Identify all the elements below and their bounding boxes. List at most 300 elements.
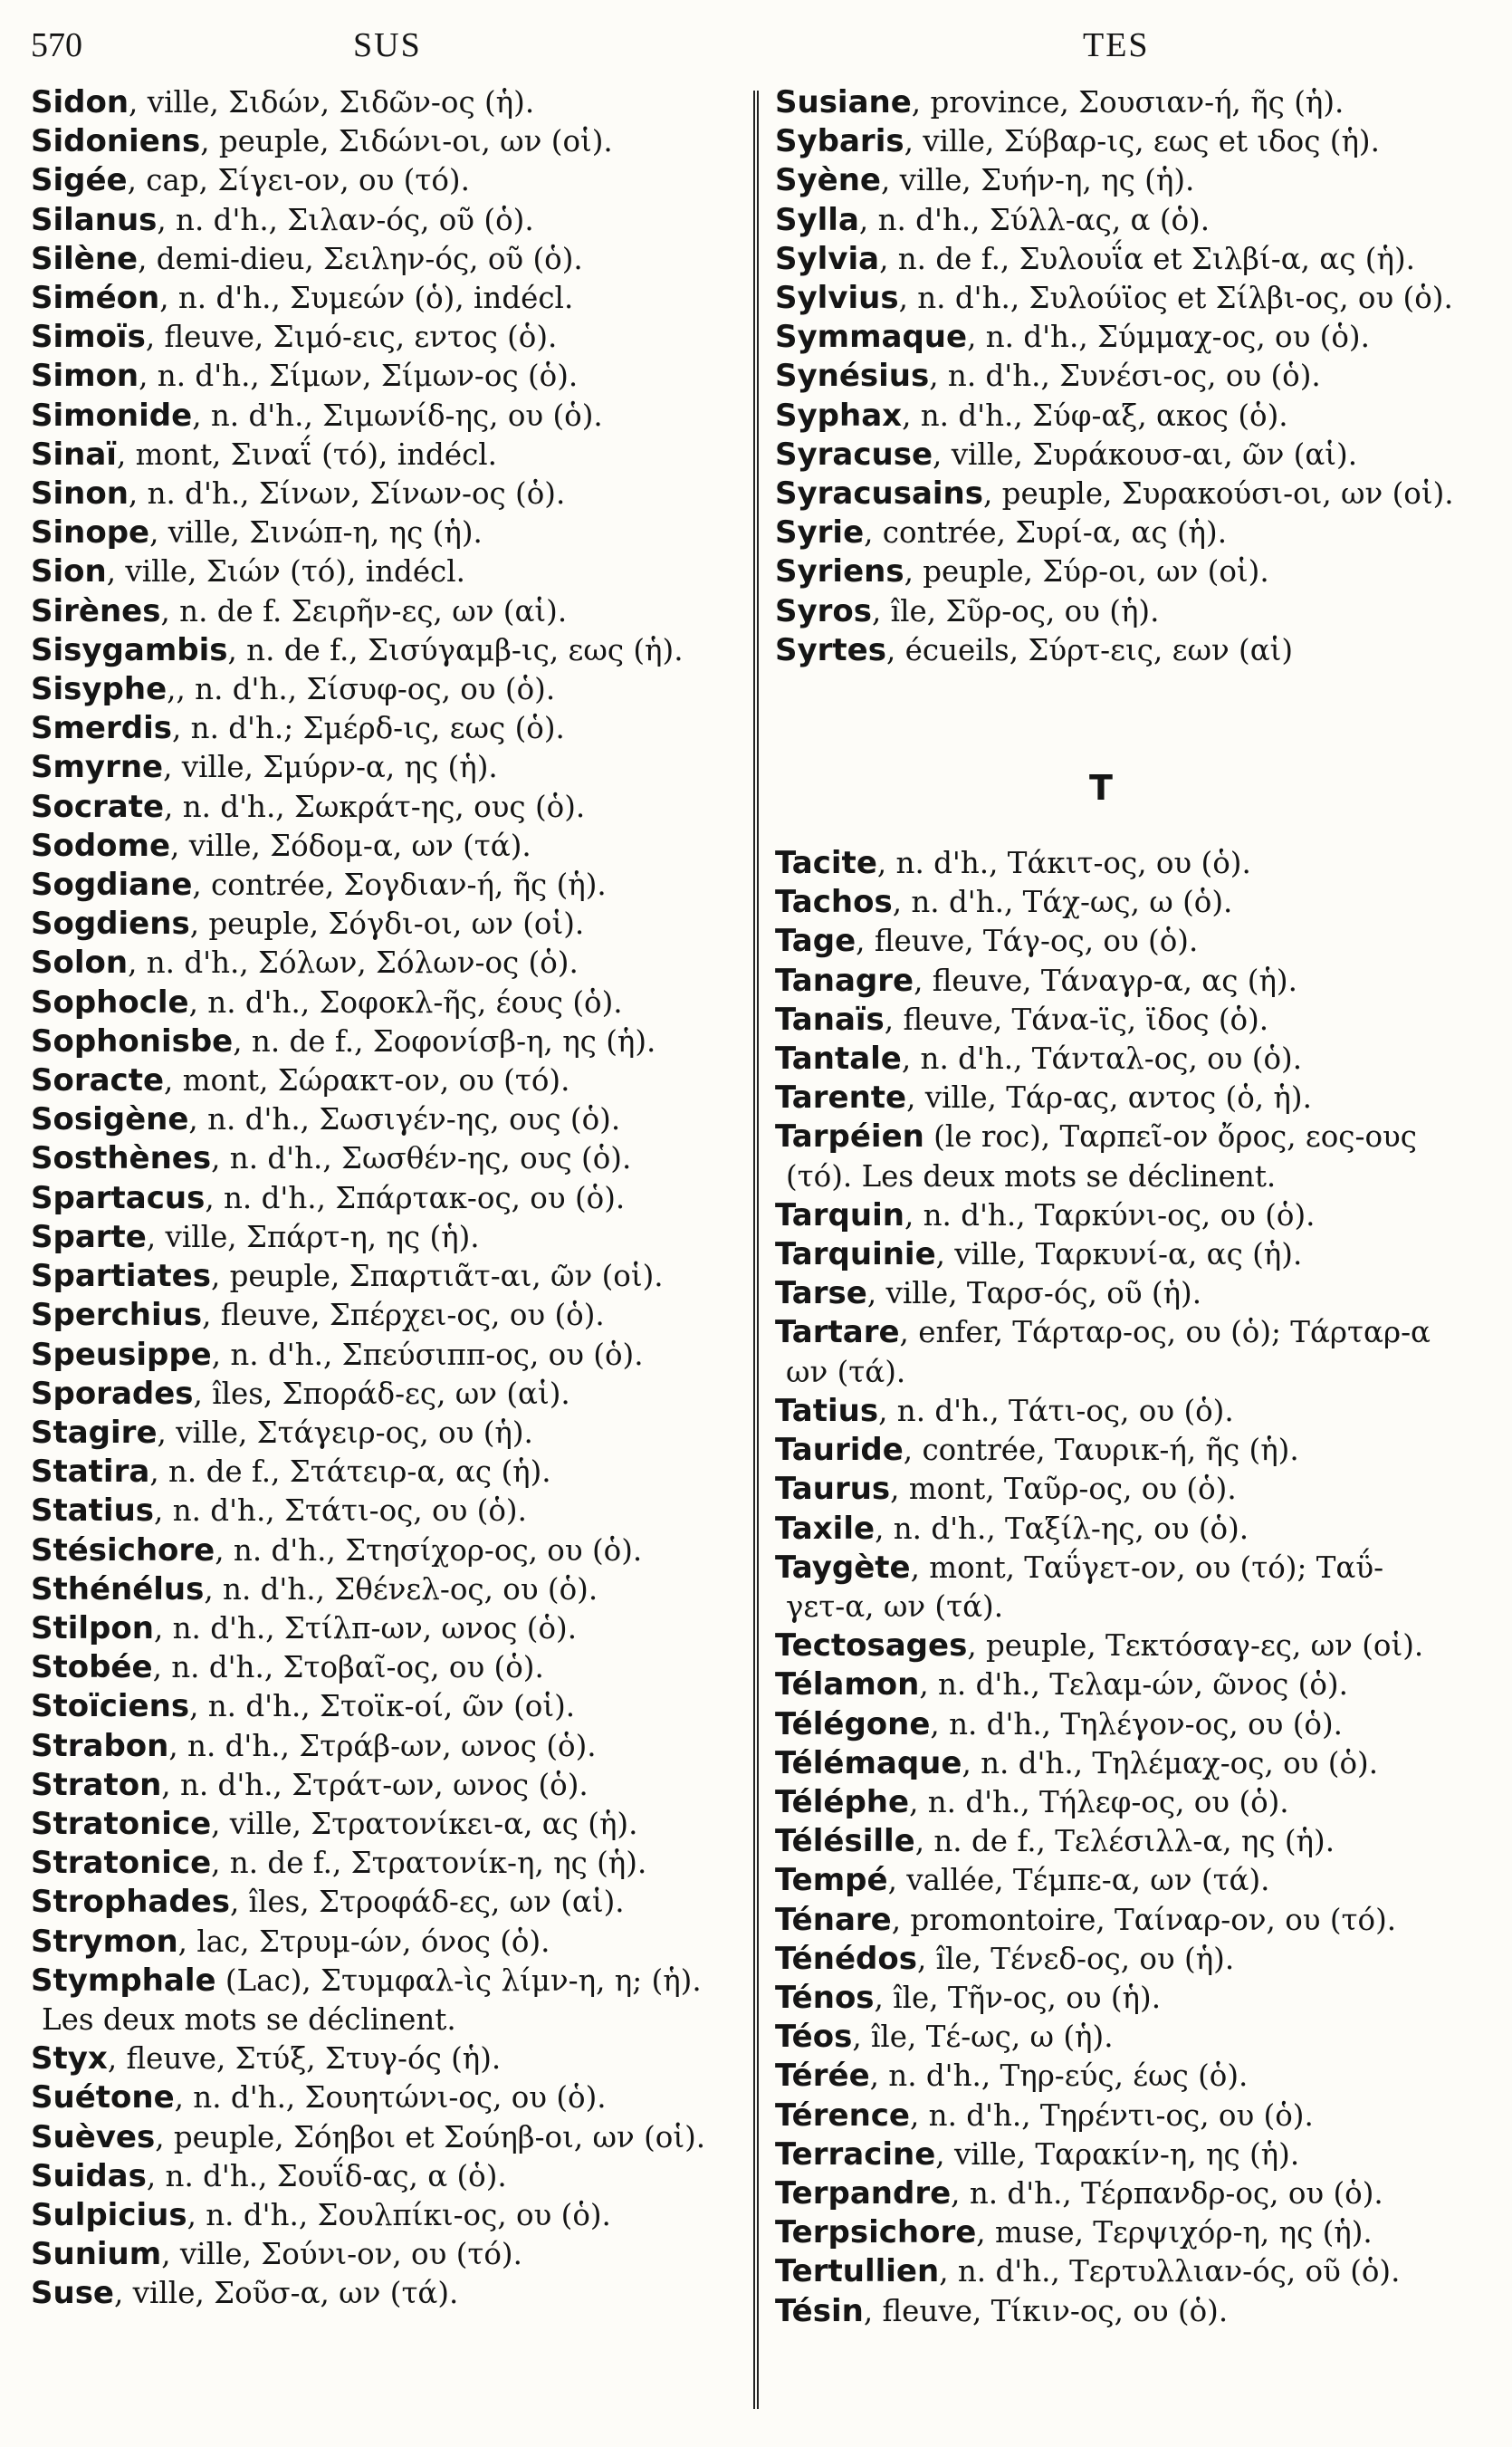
entry-definition: , fleuve, Τάναγρ-α, ας (ἡ). [914,963,1297,998]
entry-definition: , écueils, Σύρτ-εις, εων (αἱ) [885,632,1294,667]
entry-definition: , ville, Σόδομ-α, ων (τά). [170,828,531,863]
dictionary-entry [775,1549,1499,1588]
entry-definition: , promontoire, Ταίναρ-ον, ου (τό). [891,1902,1397,1937]
dictionary-entry [775,1431,1499,1470]
entry-headword: Suétone [31,2079,175,2116]
entry-headword: Tarse [775,1275,867,1312]
entry-definition: , ville, Συράκουσ-αι, ῶν (αἱ). [933,437,1358,472]
dictionary-entry [31,1844,762,1883]
entry-headword: Térence [775,2097,910,2134]
dictionary-entry [775,318,1499,357]
dictionary-entry [31,279,762,318]
dictionary-entry [775,2174,1499,2213]
dictionary-entry [31,475,762,513]
entry-headword: Télamon [775,1666,920,1703]
dictionary-entry [31,631,762,670]
entry-definition: ων (τά). [786,1354,906,1389]
entry-headword: Statius [31,1492,155,1530]
entry-definition: , cap, Σίγει-ον, ου (τό). [127,163,470,198]
entry-continuation [775,1588,1499,1627]
dictionary-entry [775,1001,1499,1040]
entry-definition: , n. d'h., Ταξίλ-ης, ου (ὁ). [875,1511,1249,1546]
entry-headword: Téos [775,2019,853,2056]
entry-definition: , n. d'h., Στράτ-ων, ωνος (ὁ). [161,1767,589,1802]
dictionary-entry [775,240,1499,279]
entry-definition: , demi-dieu, Σειλην-ός, οῦ (ὁ). [138,241,583,276]
entry-definition: , n. d'h., Τάχ-ως, ω (ὁ). [892,885,1233,920]
entry-definition: , n. d'h., Σθένελ-ος, ου (ὁ). [204,1571,598,1607]
entry-headword: Syrie [775,514,865,552]
entry-headword: Soracte [31,1062,165,1099]
entry-headword: Sunium [31,2236,162,2273]
dictionary-entry [31,436,762,475]
entry-definition: , province, Σουσιαν-ή, ῆς (ἡ). [911,85,1345,120]
dictionary-entry [775,883,1499,922]
entry-headword: Taygète [775,1549,911,1586]
dictionary-entry [775,1901,1499,1940]
entry-headword: Strabon [31,1727,169,1764]
entry-headword: Tauride [775,1432,904,1469]
dictionary-entry [31,944,762,983]
dictionary-entry [775,1040,1499,1079]
entry-definition: , n. d'h., Τάνταλ-ος, ου (ὁ). [901,1041,1303,1077]
entry-definition: (τό). Les deux mots se déclinent. [786,1158,1277,1194]
entry-headword: Téléphe [775,1783,910,1820]
entry-headword: Terpandre [775,2174,952,2212]
dictionary-entry [31,1336,762,1375]
entry-headword: Socrate [31,788,165,825]
entry-definition: , ville, Τάρ-ας, αντος (ὁ, ἡ). [906,1080,1312,1116]
dictionary-entry [31,122,762,161]
entry-definition: , n. d'h., Συλούϊος et Σίλβι-ος, ου (ὁ). [898,281,1453,316]
entry-headword: Sirènes [31,592,161,629]
entry-headword: Sylla [775,201,859,238]
dictionary-entry [775,1665,1499,1704]
dictionary-entry [31,318,762,357]
entry-definition: , peuple, Σιδώνι-οι, ων (οἱ). [200,124,613,159]
dictionary-entry [31,670,762,709]
dictionary-entry [775,1274,1499,1313]
entry-definition: , ville, Ταρακίν-η, ης (ἡ). [935,2136,1300,2172]
entry-headword: Statira [31,1454,150,1491]
entry-headword: Synésius [775,358,930,395]
dictionary-entry [775,2213,1499,2252]
dictionary-entry [31,1453,762,1492]
entry-headword: Sparte [31,1218,147,1255]
entry-definition: , contrée, Συρί-α, ας (ἡ). [864,515,1228,551]
dictionary-entry [31,1766,762,1805]
dictionary-entry [775,1705,1499,1744]
entry-definition: , n. d'h., Σιλαν-ός, οῦ (ὁ). [157,202,534,237]
entry-definition: , peuple, Σπαρτιᾶτ-αι, ῶν (οἱ). [210,1259,664,1294]
dictionary-entry [775,1627,1499,1665]
entry-headword: Taxile [775,1510,876,1547]
dictionary-entry [31,1648,762,1687]
entry-headword: Suidas [31,2157,147,2194]
dictionary-entry [31,357,762,396]
dictionary-entry [31,1375,762,1414]
entry-definition: , ville, Συήν-η, ης (ἡ). [880,163,1195,198]
entry-headword: Solon [31,945,129,982]
entry-definition: , n. d'h., Τηρ-εύς, έως (ὁ). [869,2058,1249,2094]
entry-definition: , n. d'h., Σύφ-αξ, ακος (ὁ). [902,398,1288,433]
entry-headword: Sinope [31,514,150,552]
entry-definition: , île, Τένεδ-ος, ου (ἡ). [916,1941,1235,1976]
entry-definition: , n. de f., Συλουΐα et Σιλβί-α, ας (ἡ). [879,241,1415,276]
entry-definition: , ville, Σμύρν-α, ης (ἡ). [163,750,498,785]
entry-definition: , ville, Σινώπ-η, ης (ἡ). [149,515,483,551]
entry-definition: , mont, Ταῦρ-ος, ου (ὁ). [890,1472,1237,1507]
dictionary-entry [775,962,1499,1001]
entry-headword: Stymphale [31,1962,216,1999]
dictionary-entry [31,1022,762,1061]
entry-headword: Sisyphe [31,671,167,708]
entry-headword: Stoïciens [31,1688,190,1725]
dictionary-entry [775,631,1499,670]
entry-headword: Terpsichore [775,2214,977,2251]
dictionary-entry [775,1861,1499,1900]
running-head-left: SUS [353,26,422,64]
entry-headword: Sophonisbe [31,1022,234,1060]
dictionary-entry [775,1744,1499,1783]
entry-continuation [31,2001,762,2039]
dictionary-entry [775,1118,1499,1156]
right-column [775,83,1499,2331]
entry-headword: Tanagre [775,962,914,999]
entry-definition: γετ-α, ων (τά). [786,1588,1004,1624]
dictionary-entry [31,83,762,122]
dictionary-entry [31,1414,762,1453]
dictionary-entry [31,201,762,240]
entry-headword: Térée [775,2058,870,2095]
entry-headword: Suse [31,2275,114,2312]
dictionary-entry [775,2292,1499,2331]
entry-definition: , n. d'h., Στάτι-ος, ου (ὁ). [154,1493,527,1529]
entry-definition: , fleuve, Τάνα-ϊς, ϊδος (ὁ). [884,1002,1269,1037]
entry-definition: , n. d'h., Συμεών (ὁ), indécl. [159,281,574,316]
dictionary-entry [31,2274,762,2313]
entry-definition: , fleuve, Σπέρχει-ος, ου (ὁ). [202,1298,605,1333]
entry-headword: Tage [775,923,856,960]
entry-headword: Syrtes [775,631,886,668]
entry-headword: Sodome [31,827,171,864]
entry-headword: Télésille [775,1823,915,1860]
entry-definition: , n. d'h.; Σμέρδ-ις, εως (ὁ). [171,711,565,746]
entry-headword: Siméon [31,280,160,317]
dictionary-entry [775,844,1499,883]
entry-definition: , n. d'h., Σουλπίκι-ος, ου (ὁ). [187,2197,611,2232]
entry-headword: Speusippe [31,1336,212,1373]
entry-headword: Simonide [31,397,193,434]
dictionary-entry [775,397,1499,436]
entry-headword: Sulpicius [31,2196,187,2233]
entry-continuation [775,1157,1499,1196]
dictionary-entry [31,1609,762,1648]
t-entries [775,844,1499,2331]
dictionary-entry [31,2235,762,2274]
dictionary-entry [31,513,762,552]
entry-headword: Suèves [31,2118,156,2155]
entry-definition: , n. de f., Στρατονίκ-η, ης (ἡ). [211,1846,647,1881]
entry-definition: , île, Τῆν-ος, ου (ἡ). [874,1980,1162,2015]
entry-definition: , ville, Σοῦσ-α, ων (τά). [114,2276,459,2311]
entry-definition: , n. d'h., Σουητώνι-ος, ου (ὁ). [174,2080,607,2116]
entry-definition: , n. de f., Τελέσιλλ-α, ης (ἡ). [914,1824,1335,1859]
entry-headword: Strophades [31,1884,230,1921]
entry-headword: Smerdis [31,710,172,747]
dictionary-entry [775,1392,1499,1431]
entry-definition: , contrée, Ταυρικ-ή, ῆς (ἡ). [903,1433,1299,1468]
entry-headword: Syène [775,162,881,199]
entry-headword: Tarquinie [775,1236,936,1273]
entry-headword: Sophocle [31,984,189,1021]
entry-definition: , n. d'h., Σοφοκλ-ῆς, έους (ὁ). [188,984,623,1020]
entry-definition: , n. d'h., Τερτυλλιαν-ός, οῦ (ὁ). [939,2254,1401,2289]
s-entries [775,83,1499,670]
dictionary-entry [775,436,1499,475]
entry-definition: , n. d'h., Τηρέντι-ος, ου (ὁ). [909,2097,1314,2133]
entry-headword: Symmaque [775,319,968,356]
entry-definition: , n. d'h., Τηλέμαχ-ος, ου (ὁ). [962,1745,1379,1780]
entry-headword: Télémaque [775,1744,962,1781]
dictionary-entry [775,201,1499,240]
entry-definition: , ville, Ταρσ-ός, οῦ (ἡ). [866,1276,1202,1311]
dictionary-entry [31,788,762,827]
entry-definition: , fleuve, Τάγ-ος, ου (ὁ). [856,924,1199,959]
entry-headword: Sthénélus [31,1570,205,1607]
dictionary-entry [775,1822,1499,1861]
entry-headword: Strymon [31,1923,178,1960]
entry-definition: , n. d'h., Σπεύσιππ-ος, ου (ὁ). [211,1337,644,1372]
entry-definition: , peuple, Σόγδι-οι, ων (οἱ). [189,907,585,942]
entry-definition: , ville, Ταρκυνί-α, ας (ἡ). [935,1237,1303,1272]
entry-headword: Stilpon [31,1609,154,1646]
entry-headword: Syphax [775,397,903,434]
dictionary-entry [775,552,1499,591]
dictionary-entry [775,83,1499,122]
entry-headword: Sisygambis [31,631,228,668]
dictionary-entry [31,2078,762,2117]
entry-definition: , n. d'h., Τάκιτ-ος, ου (ὁ). [876,846,1251,881]
entry-headword: Sperchius [31,1297,203,1334]
entry-headword: Silène [31,240,139,277]
entry-definition: , ville, Σούνι-ον, ου (τό). [161,2237,522,2272]
dictionary-entry [775,2097,1499,2135]
entry-definition: ,, n. d'h., Σίσυφ-ος, ου (ὁ). [167,672,556,707]
entry-definition: , île, Σῦρ-ος, ου (ἡ). [872,593,1160,629]
entry-headword: Styx [31,2040,108,2078]
entry-continuation [775,1353,1499,1392]
dictionary-entry [775,1470,1499,1509]
entry-definition: , n. d'h., Σίμων, Σίμων-ος (ὁ). [139,359,579,394]
dictionary-entry [775,1235,1499,1274]
dictionary-entry [31,866,762,905]
entry-headword: Tectosages [775,1627,968,1665]
dictionary-entry [31,1531,762,1570]
entry-headword: Télégone [775,1705,931,1742]
running-head-right: TES [1083,26,1150,64]
dictionary-entry [775,475,1499,513]
dictionary-entry [775,122,1499,161]
entry-headword: Stésichore [31,1531,215,1569]
entry-definition: , mont, Ταΰγετ-ον, ου (τό); Ταΰ- [910,1550,1384,1585]
entry-definition: , n. d'h., Σίνων, Σίνων-ος (ὁ). [128,476,566,512]
entry-headword: Stagire [31,1414,158,1451]
entry-definition: , n. d'h., Τάτι-ος, ου (ὁ). [878,1393,1234,1428]
dictionary-entry [31,905,762,944]
entry-definition: , ville, Σπάρτ-η, ης (ἡ). [146,1219,480,1254]
entry-definition: , peuple, Σύρ-οι, ων (οἱ). [904,554,1269,590]
dictionary-entry [31,1492,762,1531]
dictionary-entry [31,2157,762,2196]
entry-headword: Tacite [775,845,877,882]
dictionary-entry [31,1296,762,1335]
dictionary-entry [775,1196,1499,1235]
entry-definition: , peuple, Συρακούσι-οι, ων (οἱ). [983,476,1454,512]
entry-headword: Syracuse [775,436,933,473]
dictionary-entry [775,1510,1499,1549]
dictionary-entry [31,397,762,436]
dictionary-entry [31,827,762,866]
entry-headword: Stratonice [31,1805,212,1842]
entry-headword: Sinon [31,475,129,513]
dictionary-entry [31,1061,762,1100]
entry-headword: Simon [31,358,139,395]
dictionary-entry [31,1727,762,1766]
entry-definition: , n. d'h., Στοβαῖ-ος, ου (ὁ). [152,1650,544,1685]
page-number: 570 [31,26,82,64]
entry-definition: , n. d'h., Σωκράτ-ης, ους (ὁ). [164,789,586,824]
entry-headword: Sylvius [775,280,899,317]
entry-definition: , n. de f., Σισύγαμβ-ις, εως (ἡ). [227,632,684,667]
dictionary-entry [775,279,1499,318]
entry-headword: Syriens [775,553,904,590]
entry-definition: (Lac), Στυμφαλ-ὶς λίμν-η, η; (ἡ). [215,1962,702,1998]
entry-headword: Sporades [31,1375,194,1412]
entry-headword: Sosthènes [31,1140,212,1177]
dictionary-entry [31,1687,762,1726]
dictionary-entry [31,161,762,200]
dictionary-entry [775,592,1499,631]
entry-definition: , n. d'h., Στράβ-ων, ωνος (ὁ). [168,1728,597,1763]
entry-definition: , n. d'h., Τήλεφ-ος, ου (ὁ). [909,1784,1289,1819]
entry-definition: , contrée, Σογδιαν-ή, ῆς (ἡ). [192,868,607,903]
entry-headword: Spartiates [31,1258,211,1295]
entry-headword: Ténos [775,1979,875,2016]
dictionary-entry [775,2252,1499,2291]
entry-headword: Sogdiane [31,867,193,904]
entry-definition: , île, Τέ-ως, ω (ἡ). [852,2020,1114,2055]
dictionary-entry [31,2196,762,2235]
entry-headword: Taurus [775,1471,891,1508]
entry-definition: , vallée, Τέμπε-α, ων (τά). [887,1863,1270,1898]
entry-definition: , n. d'h., Σωσθέν-ης, ους (ὁ). [211,1141,632,1176]
entry-definition: , lac, Στρυμ-ών, όνος (ὁ). [177,1924,550,1959]
dictionary-entry [31,552,762,591]
entry-headword: Tartare [775,1314,900,1351]
entry-definition: , n. de f. Σειρῆν-ες, ων (αἱ). [160,593,568,629]
entry-headword: Tatius [775,1392,879,1429]
entry-definition: , n. d'h., Στοϊκ-οί, ῶν (οἱ). [189,1689,576,1724]
entry-headword: Sybaris [775,123,904,160]
dictionary-entry [31,1179,762,1218]
entry-definition: , n. d'h., Σύμμαχ-ος, ου (ὁ). [967,320,1370,355]
dictionary-entry [775,1783,1499,1822]
dictionary-entry [31,1883,762,1922]
entry-definition: , n. d'h., Στίλπ-ων, ωνος (ὁ). [153,1610,578,1646]
dictionary-entry [31,1100,762,1139]
entry-definition: , n. d'h., Σιμωνίδ-ης, ου (ὁ). [192,398,603,433]
entry-headword: Sigée [31,162,128,199]
section-letter-heading: T [1089,768,1113,809]
entry-definition: , îles, Σποράδ-ες, ων (αἱ). [193,1376,570,1411]
entry-definition: , n. d'h., Στησίχορ-ος, ου (ὁ). [215,1532,643,1568]
entry-headword: Tarquin [775,1196,904,1233]
entry-definition: , n. d'h., Σπάρτακ-ος, ου (ὁ). [205,1180,626,1215]
entry-definition: , ville, Στρατονίκει-α, ας (ἡ). [211,1806,638,1841]
entry-definition: , n. d'h., Συνέσι-ος, ου (ὁ). [929,359,1321,394]
entry-definition: , ville, Στάγειρ-ος, ου (ἡ). [157,1415,533,1450]
entry-definition: , ville, Σιών (τό), indécl. [106,554,465,590]
dictionary-entry [775,2018,1499,2057]
entry-headword: Syracusains [775,475,983,513]
entry-headword: Sinaï [31,436,117,473]
entry-headword: Sosigène [31,1101,189,1138]
entry-headword: Sidoniens [31,123,201,160]
dictionary-entry [775,161,1499,200]
entry-headword: Smyrne [31,749,164,786]
left-column [31,83,762,2314]
entry-definition: , mont, Σιναΐ (τό), indécl. [116,437,498,472]
entry-definition: , fleuve, Τίκιν-ος, ου (ὁ). [863,2293,1229,2328]
entry-definition: , n. d'h., Τέρπανδρ-ος, ου (ὁ). [951,2175,1383,2211]
dictionary-entry [31,709,762,748]
entry-definition: , ville, Σύβαρ-ις, εως et ιδος (ἡ). [904,124,1380,159]
entry-headword: Tertullien [775,2253,940,2290]
entry-headword: Tarente [775,1080,907,1117]
dictionary-entry [775,513,1499,552]
dictionary-entry [775,2057,1499,2096]
dictionary-entry [31,1923,762,1962]
dictionary-entry [775,1979,1499,2018]
entry-headword: Simoïs [31,319,146,356]
entry-headword: Stobée [31,1649,153,1686]
dictionary-entry [775,1940,1499,1979]
dictionary-entry [31,1257,762,1296]
dictionary-entry [31,1962,762,2001]
entry-headword: Sogdiens [31,906,190,943]
dictionary-entry [31,1139,762,1178]
entry-headword: Spartacus [31,1179,206,1216]
entry-definition: , peuple, Σόηβοι et Σούηβ-οι, ων (οἱ). [155,2119,706,2154]
dictionary-entry [31,748,762,787]
dictionary-entry [31,984,762,1022]
dictionary-entry [31,1218,762,1257]
entry-headword: Sidon [31,84,129,120]
entry-definition: , îles, Στροφάδ-ες, ων (αἱ). [230,1885,625,1920]
dictionary-entry [31,1805,762,1844]
entry-headword: Tempé [775,1862,888,1899]
entry-headword: Sylvia [775,240,880,277]
entry-headword: Tantale [775,1041,902,1078]
entry-headword: Sion [31,553,107,590]
entry-definition: , n. d'h., Τελαμ-ών, ῶνος (ὁ). [919,1667,1348,1703]
entry-definition: , n. d'h., Ταρκύνι-ος, ου (ὁ). [904,1197,1316,1233]
entry-headword: Ténare [775,1901,892,1938]
entry-definition: Les deux mots se déclinent. [42,2001,456,2037]
entry-headword: Stratonice [31,1845,212,1882]
entry-headword: Tarpéien [775,1118,924,1156]
